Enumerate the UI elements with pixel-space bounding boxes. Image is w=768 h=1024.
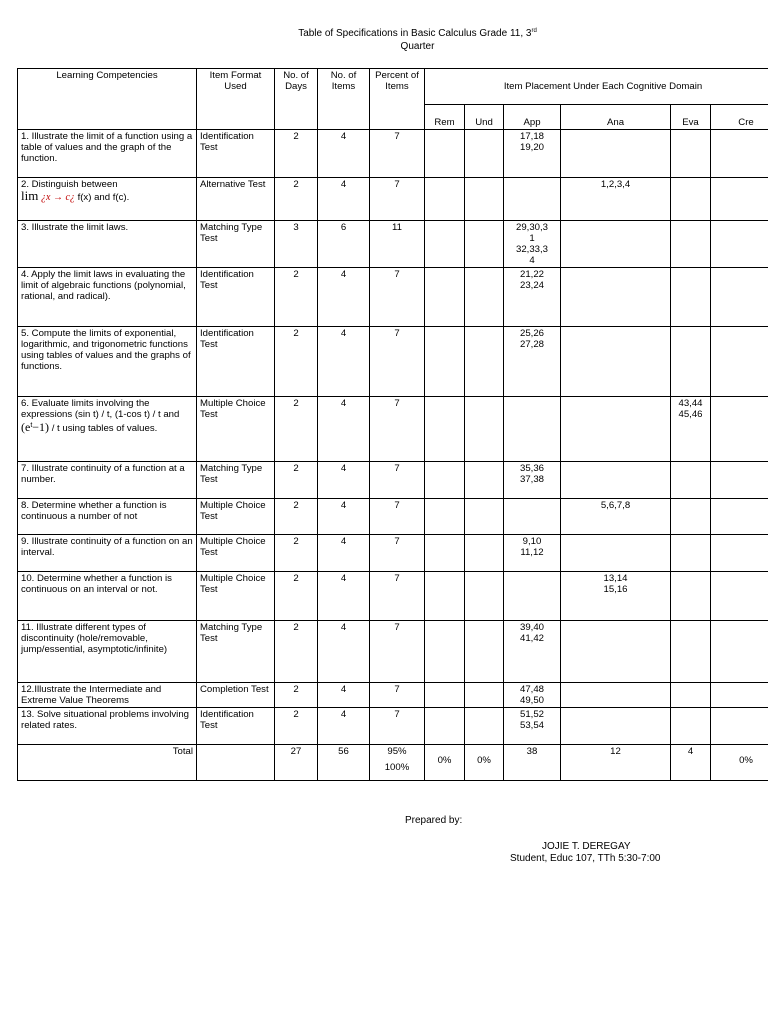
app-cell (504, 397, 561, 462)
items-cell-text: 4 (340, 536, 347, 547)
percent-cell-text: 7 (394, 500, 400, 511)
app-cell (504, 535, 561, 572)
total-items-text: 56 (338, 746, 349, 757)
percent-cell (370, 572, 425, 621)
app-cell (504, 178, 561, 221)
items-cell-text: 4 (340, 269, 347, 280)
rem-cell (425, 130, 465, 178)
percent-cell (370, 683, 425, 708)
percent-cell-text: 7 (394, 684, 400, 695)
item-format-cell (197, 683, 275, 708)
app-cell-text: 35,36 37,38 (519, 463, 544, 485)
table-row (18, 462, 768, 499)
document-title (230, 27, 605, 53)
cre-cell (711, 462, 768, 499)
table-row (18, 572, 768, 621)
item-format-cell-text: Completion Test (200, 684, 269, 695)
ana-cell (561, 397, 671, 462)
item-format-cell-text: Multiple Choice Test (200, 398, 266, 420)
total-percent (370, 745, 425, 781)
eva-cell (671, 499, 711, 535)
rem-cell (425, 268, 465, 327)
header-rem: Rem (425, 105, 465, 130)
rem-cell (425, 462, 465, 499)
total-items (318, 745, 370, 781)
limit-subscript: ¿x → c¿ (41, 192, 75, 203)
percent-cell (370, 327, 425, 397)
cre-cell (711, 221, 768, 268)
cre-cell (711, 535, 768, 572)
days-cell-text: 2 (293, 536, 299, 547)
eva-cell (671, 178, 711, 221)
table-row (18, 221, 768, 268)
math-exponent: t (30, 422, 33, 429)
rem-cell (425, 621, 465, 683)
rem-cell (425, 572, 465, 621)
table-row (18, 683, 768, 708)
competency-cell-text: 11. Illustrate different types of discontinuity (hole/removable, jump/essential, asymptotic/infinite) (21, 622, 168, 655)
competency-cell (18, 327, 197, 397)
header-items: No. of Items (318, 69, 370, 130)
items-cell (318, 268, 370, 327)
total-percent-2: 100% (384, 762, 410, 773)
ana-cell-text: 1,2,3,4 (600, 179, 631, 190)
items-cell-text: 4 (340, 328, 347, 339)
eva-cell (671, 397, 711, 462)
total-rem-text: 0% (437, 755, 452, 766)
percent-cell (370, 621, 425, 683)
ana-cell (561, 708, 671, 745)
total-eva (671, 745, 711, 781)
rem-cell (425, 221, 465, 268)
competency-cell (18, 683, 197, 708)
items-cell (318, 397, 370, 462)
competency-cell (18, 462, 197, 499)
table-row (18, 708, 768, 745)
eva-cell-text: 43,44 45,46 (678, 398, 703, 420)
header-row (18, 69, 768, 105)
items-cell-text: 4 (340, 398, 347, 409)
competency-cell-text: 8. Determine whether a function is continuous a number of not (21, 500, 167, 522)
competency-cell-text: 5. Compute the limits of exponential, logarithmic, and trigonometric functions using tables of values and the graphs of functions. (21, 328, 191, 372)
percent-cell-text: 7 (394, 573, 400, 584)
total-days-text: 27 (290, 746, 302, 757)
total-cre (711, 745, 768, 781)
ana-cell (561, 499, 671, 535)
table-row (18, 499, 768, 535)
days-cell (275, 535, 318, 572)
competency-cell (18, 572, 197, 621)
percent-cell-text: 11 (392, 222, 402, 233)
total-ana-text: 12 (610, 746, 621, 757)
percent-cell (370, 708, 425, 745)
competency-cell (18, 178, 197, 221)
competency-cell (18, 268, 197, 327)
total-und-text: 0% (477, 755, 491, 766)
total-und (465, 745, 504, 781)
und-cell (465, 535, 504, 572)
cre-cell (711, 572, 768, 621)
items-cell-text: 4 (340, 463, 347, 474)
total-app (504, 745, 561, 781)
competency-cell (18, 535, 197, 572)
percent-cell (370, 268, 425, 327)
ana-cell (561, 683, 671, 708)
items-cell-text: 6 (340, 222, 347, 233)
cre-cell (711, 683, 768, 708)
competency-cell (18, 130, 197, 178)
percent-cell (370, 535, 425, 572)
app-cell (504, 683, 561, 708)
days-cell-text: 2 (293, 573, 299, 584)
ana-cell (561, 221, 671, 268)
days-cell-text: 2 (293, 269, 299, 280)
und-cell (465, 708, 504, 745)
app-cell-text: 39,40 41,42 (519, 622, 544, 644)
days-cell-text: 2 (293, 684, 299, 695)
header-app: App (504, 105, 561, 130)
items-cell-text: 4 (340, 622, 347, 633)
cre-cell (711, 178, 768, 221)
app-cell (504, 462, 561, 499)
eva-cell (671, 572, 711, 621)
table-row (18, 397, 768, 462)
competency-cell-text: 13. Solve situational problems involving related rates. (21, 709, 189, 731)
items-cell (318, 130, 370, 178)
total-row (18, 745, 768, 781)
competency-cell-text: 3. Illustrate the limit laws. (21, 222, 129, 233)
ana-cell (561, 462, 671, 499)
math-expression-end: −1) (32, 420, 50, 435)
eva-cell (671, 621, 711, 683)
item-format-cell (197, 535, 275, 572)
items-cell (318, 708, 370, 745)
days-cell (275, 397, 318, 462)
percent-cell (370, 397, 425, 462)
percent-cell-text: 7 (394, 398, 400, 409)
app-cell (504, 327, 561, 397)
item-format-cell-text: Identification Test (200, 328, 254, 350)
items-cell (318, 499, 370, 535)
ana-cell (561, 268, 671, 327)
competency-cell-text: 4. Apply the limit laws in evaluating the limit of algebraic functions (polynomial, rational, and radical). (21, 269, 186, 302)
app-cell (504, 268, 561, 327)
und-cell (465, 572, 504, 621)
ana-cell (561, 178, 671, 221)
app-cell-text: 9,10 11,12 (520, 536, 544, 558)
ana-cell (561, 535, 671, 572)
total-app-text: 38 (526, 746, 538, 757)
item-format-cell-text: Matching Type Test (200, 463, 263, 485)
und-cell (465, 327, 504, 397)
days-cell (275, 683, 318, 708)
header-cre: Cre (711, 105, 768, 130)
total-format-cell (197, 745, 275, 781)
header-eva: Eva (671, 105, 711, 130)
und-cell (465, 462, 504, 499)
header-days: No. of Days (275, 69, 318, 130)
items-cell-text: 4 (340, 684, 347, 695)
rem-cell (425, 397, 465, 462)
items-cell (318, 327, 370, 397)
days-cell (275, 178, 318, 221)
math-expression: (e (21, 420, 31, 435)
percent-cell-text: 7 (394, 328, 400, 339)
days-cell-text: 2 (293, 622, 299, 633)
items-cell (318, 535, 370, 572)
item-format-cell (197, 708, 275, 745)
app-cell-text: 51,52 53,54 (519, 709, 544, 731)
days-cell (275, 327, 318, 397)
app-cell (504, 708, 561, 745)
und-cell (465, 221, 504, 268)
header-ana: Ana (561, 105, 671, 130)
items-cell-text: 4 (340, 573, 347, 584)
header-placement: Item Placement Under Each Cognitive Domain (425, 69, 768, 105)
percent-cell (370, 462, 425, 499)
item-format-cell (197, 178, 275, 221)
days-cell (275, 130, 318, 178)
limit-symbol: lim (21, 188, 39, 203)
days-cell (275, 221, 318, 268)
days-cell-text: 2 (293, 709, 299, 720)
eva-cell (671, 130, 711, 178)
app-cell (504, 499, 561, 535)
eva-cell (671, 221, 711, 268)
app-cell-text: 17,18 19,20 (519, 131, 544, 153)
days-cell-text: 2 (293, 398, 299, 409)
title-line-2: Quarter (400, 41, 435, 52)
item-format-cell (197, 327, 275, 397)
items-cell (318, 178, 370, 221)
days-cell (275, 462, 318, 499)
percent-cell (370, 178, 425, 221)
items-cell-text: 4 (340, 500, 347, 511)
percent-cell-text: 7 (394, 131, 400, 142)
und-cell (465, 397, 504, 462)
title-line-1: Table of Specifications in Basic Calculus Grade 11, 3 (298, 28, 532, 39)
days-cell (275, 499, 318, 535)
item-format-cell (197, 268, 275, 327)
rem-cell (425, 708, 465, 745)
total-label (18, 745, 197, 781)
eva-cell (671, 708, 711, 745)
competency-text: 2. Distinguish between (21, 179, 118, 190)
items-cell (318, 462, 370, 499)
percent-cell-text: 7 (394, 179, 400, 190)
rem-cell (425, 327, 465, 397)
ana-cell-text: 5,6,7,8 (600, 500, 631, 511)
days-cell-text: 2 (293, 179, 299, 190)
item-format-cell-text: Identification Test (200, 269, 254, 291)
percent-cell (370, 130, 425, 178)
app-cell (504, 572, 561, 621)
item-format-cell-text: Matching Type Test (200, 622, 263, 644)
und-cell (465, 268, 504, 327)
percent-cell-text: 7 (394, 622, 400, 633)
preparer-name: JOJIE T. DEREGAY (542, 841, 631, 852)
days-cell (275, 621, 318, 683)
competency-cell (18, 621, 197, 683)
cre-cell (711, 130, 768, 178)
app-cell (504, 621, 561, 683)
rem-cell (425, 535, 465, 572)
competency-cell (18, 708, 197, 745)
items-cell-text: 4 (340, 131, 347, 142)
specifications-table (17, 68, 768, 781)
table-row (18, 130, 768, 178)
ana-cell (561, 130, 671, 178)
days-cell-text: 2 (293, 500, 299, 511)
app-cell-text: 29,30,3 1 32,33,3 4 (515, 222, 548, 266)
percent-cell-text: 7 (394, 536, 400, 547)
und-cell (465, 683, 504, 708)
app-cell-text: 25,26 27,28 (519, 328, 544, 350)
total-ana (561, 745, 671, 781)
percent-cell-text: 7 (394, 269, 400, 280)
item-format-cell-text: Identification Test (200, 709, 254, 731)
app-cell (504, 221, 561, 268)
rem-cell (425, 683, 465, 708)
days-cell-text: 2 (293, 328, 299, 339)
item-format-cell-text: Multiple Choice Test (200, 536, 266, 558)
app-cell-text: 47,48 49,50 (519, 684, 544, 706)
competency-text-end: f(x) and f(c). (74, 192, 130, 203)
days-cell (275, 708, 318, 745)
app-cell (504, 130, 561, 178)
table-row (18, 268, 768, 327)
competency-cell-text: 12.Illustrate the Intermediate and Extreme Value Theorems (21, 684, 162, 706)
app-cell-text: 21,22 23,24 (519, 269, 544, 291)
percent-cell (370, 499, 425, 535)
eva-cell (671, 683, 711, 708)
items-cell-text: 4 (340, 709, 347, 720)
days-cell-text: 3 (293, 222, 299, 233)
und-cell (465, 621, 504, 683)
competency-text-end: / t using tables of values. (49, 423, 158, 435)
total-eva-text: 4 (687, 746, 694, 757)
percent-cell-text: 7 (394, 709, 400, 720)
header-und: Und (465, 105, 504, 130)
item-format-cell (197, 130, 275, 178)
cre-cell (711, 499, 768, 535)
total-cre-text: 0% (739, 755, 753, 766)
competency-cell-text: 9. Illustrate continuity of a function on an interval. (21, 536, 193, 558)
item-format-cell-text: Identification Test (200, 131, 254, 153)
item-format-cell (197, 572, 275, 621)
days-cell-text: 2 (293, 131, 299, 142)
rem-cell (425, 178, 465, 221)
rem-cell (425, 499, 465, 535)
item-format-cell (197, 221, 275, 268)
und-cell (465, 499, 504, 535)
days-cell-text: 2 (293, 463, 299, 474)
eva-cell (671, 535, 711, 572)
item-format-cell-text: Multiple Choice Test (200, 500, 266, 522)
item-format-cell (197, 462, 275, 499)
item-format-cell (197, 499, 275, 535)
total-rem (425, 745, 465, 781)
table-row (18, 621, 768, 683)
items-cell (318, 572, 370, 621)
competency-cell (18, 499, 197, 535)
eva-cell (671, 268, 711, 327)
cre-cell (711, 708, 768, 745)
cre-cell (711, 397, 768, 462)
cre-cell (711, 268, 768, 327)
header-percent: Percent of Items (370, 69, 425, 130)
items-cell (318, 621, 370, 683)
table-row (18, 178, 768, 221)
items-cell (318, 221, 370, 268)
competency-cell-text: 7. Illustrate continuity of a function at a number. (21, 463, 185, 485)
items-cell-text: 4 (340, 179, 347, 190)
days-cell (275, 268, 318, 327)
competency-text: 6. Evaluate limits involving the expressions (sin t) / t, (1-cos t) / t and (21, 398, 180, 420)
total-days (275, 745, 318, 781)
cre-cell (711, 621, 768, 683)
competency-cell-text: 1. Illustrate the limit of a function using a table of values and the graph of the function. (21, 131, 193, 164)
eva-cell (671, 462, 711, 499)
table-row (18, 327, 768, 397)
preparer-role: Student, Educ 107, TTh 5:30-7:00 (510, 853, 661, 864)
ana-cell (561, 327, 671, 397)
item-format-cell-text: Alternative Test (200, 179, 266, 190)
items-cell (318, 683, 370, 708)
header-format: Item Format Used (197, 69, 275, 130)
ana-cell (561, 621, 671, 683)
cre-cell (711, 327, 768, 397)
item-format-cell-text: Multiple Choice Test (200, 573, 266, 595)
percent-cell (370, 221, 425, 268)
und-cell (465, 178, 504, 221)
und-cell (465, 130, 504, 178)
item-format-cell (197, 621, 275, 683)
competency-cell (18, 397, 197, 462)
competency-cell-text: 10. Determine whether a function is continuous on an interval or not. (21, 573, 172, 595)
total-label-text: Total (172, 746, 193, 757)
ana-cell-text: 13,14 15,16 (603, 573, 628, 595)
total-percent-1: 95% (387, 746, 407, 757)
ana-cell (561, 572, 671, 621)
title-superscript: rd (531, 28, 537, 34)
table-row (18, 535, 768, 572)
header-competencies: Learning Competencies (18, 69, 197, 130)
percent-cell-text: 7 (394, 463, 400, 474)
prepared-by-label: Prepared by: (405, 815, 463, 826)
days-cell (275, 572, 318, 621)
item-format-cell (197, 397, 275, 462)
competency-cell (18, 221, 197, 268)
eva-cell (671, 327, 711, 397)
item-format-cell-text: Matching Type Test (200, 222, 263, 244)
